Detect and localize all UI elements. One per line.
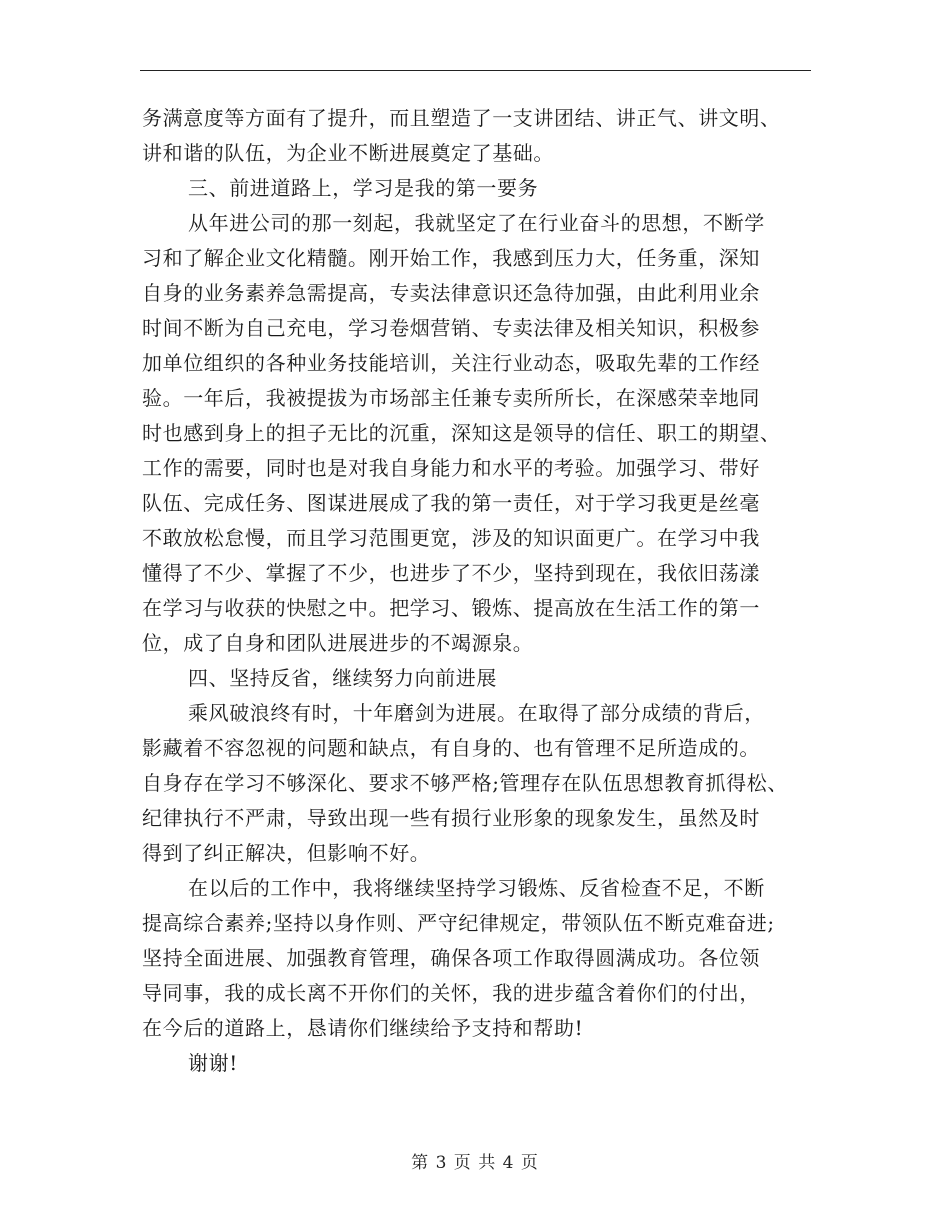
text-line: 在以后的工作中，我将继续坚持学习锻炼、反省检查不足，不断 xyxy=(188,876,765,900)
body-text xyxy=(142,101,814,1081)
text-line: 导同事，我的成长离不开你们的关怀，我的进步蕴含着你们的付出， xyxy=(142,981,760,1005)
text-line: 时间不断为自己充电，学习卷烟营销、专卖法律及相关知识，积极参 xyxy=(142,316,760,340)
text-line: 乘风破浪终有时，十年磨剑为进展。在取得了部分成绩的背后， xyxy=(188,701,765,725)
text-line: 得到了纠正解决，但影响不好。 xyxy=(142,841,431,865)
text-line: 影藏着不容忽视的问题和缺点，有自身的、也有管理不足所造成的。 xyxy=(142,736,760,760)
text-line: 纪律执行不严肃，导致出现一些有损行业形象的现象发生，虽然及时 xyxy=(142,806,760,830)
page-footer: 第 3 页 共 4 页 xyxy=(411,1153,539,1173)
text-line: 队伍、完成任务、图谋进展成了我的第一责任，对于学习我更是丝毫 xyxy=(142,491,760,515)
text-line: 习和了解企业文化精髓。刚开始工作，我感到压力大，任务重，深知 xyxy=(142,246,760,270)
text-line: 自身存在学习不够深化、要求不够严格;管理存在队伍思想教育抓得松、 xyxy=(142,771,788,795)
text-line: 提高综合素养;坚持以身作则、严守纪律规定，带领队伍不断克难奋进; xyxy=(142,911,775,935)
text-line: 懂得了不少、掌握了不少，也进步了不少，坚持到现在，我依旧荡漾 xyxy=(142,561,760,585)
text-line: 验。一年后，我被提拔为市场部主任兼专卖所所长，在深感荣幸地同 xyxy=(142,386,760,410)
text-line: 在今后的道路上，恳请你们继续给予支持和帮助! xyxy=(142,1016,584,1040)
text-line: 谢谢! xyxy=(188,1051,238,1075)
text-line: 时也感到身上的担子无比的沉重，深知这是领导的信任、职工的期望、 xyxy=(142,421,781,445)
text-line: 自身的业务素养急需提高，专卖法律意识还急待加强，由此利用业余 xyxy=(142,281,760,305)
text-line: 四、坚持反省，继续努力向前进展 xyxy=(188,666,497,690)
text-line: 加单位组织的各种业务技能培训，关注行业动态，吸取先辈的工作经 xyxy=(142,351,760,375)
header-rule xyxy=(140,70,811,71)
text-line: 三、前进道路上，学习是我的第一要务 xyxy=(188,176,539,200)
text-line: 在学习与收获的快慰之中。把学习、锻炼、提高放在生活工作的第一 xyxy=(142,596,760,620)
text-line: 位，成了自身和团队进展进步的不竭源泉。 xyxy=(142,631,534,655)
text-line: 讲和谐的队伍，为企业不断进展奠定了基础。 xyxy=(142,141,554,165)
text-line: 工作的需要，同时也是对我自身能力和水平的考验。加强学习、带好 xyxy=(142,456,760,480)
text-line: 从年进公司的那一刻起，我就坚定了在行业奋斗的思想，不断学 xyxy=(188,211,765,235)
text-line: 坚持全面进展、加强教育管理，确保各项工作取得圆满成功。各位领 xyxy=(142,946,760,970)
text-line: 不敢放松怠慢，而且学习范围更宽，涉及的知识面更广。在学习中我 xyxy=(142,526,760,550)
text-line: 务满意度等方面有了提升，而且塑造了一支讲团结、讲正气、讲文明、 xyxy=(142,106,781,130)
